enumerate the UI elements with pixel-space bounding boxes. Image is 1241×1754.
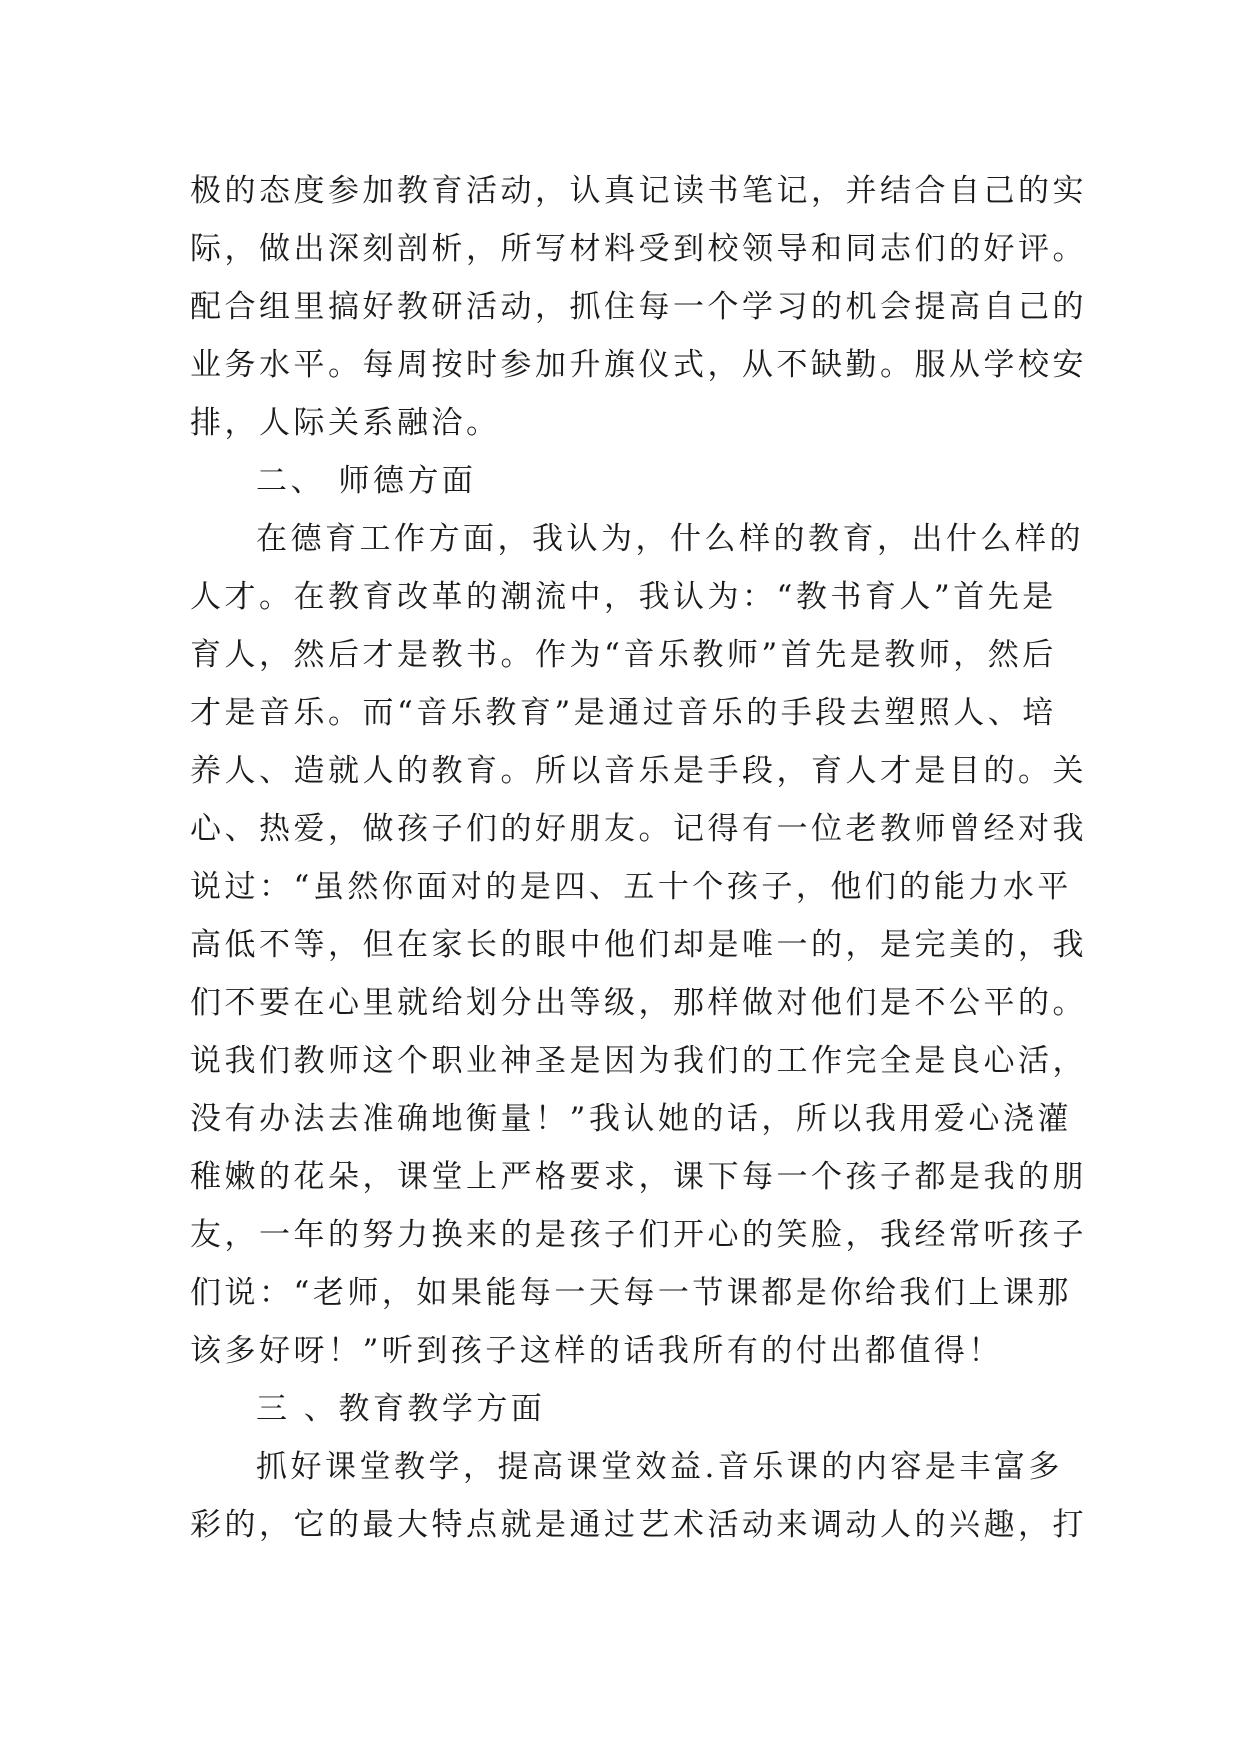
section-heading-teaching: 三 、教育教学方面 xyxy=(256,1391,546,1427)
body-text-line: 排，人际关系融洽。 xyxy=(190,405,501,441)
body-text-line: 们说：“老师，如果能每一天每一节课都是你给我们上课那 xyxy=(190,1275,1072,1311)
body-text-line: 说过：“虽然你面对的是四、五十个孩子，他们的能力水平 xyxy=(190,869,1072,905)
body-text-line: 高低不等，但在家长的眼中他们却是唯一的，是完美的，我 xyxy=(190,927,1087,963)
body-text-line: 该多好呀！”听到孩子这样的话我所有的付出都值得！ xyxy=(190,1333,1003,1369)
body-text-line: 说我们教师这个职业神圣是因为我们的工作完全是良心活， xyxy=(190,1043,1087,1079)
body-text-line: 稚嫩的花朵，课堂上严格要求，课下每一个孩子都是我的朋 xyxy=(190,1159,1087,1195)
body-text-line: 友，一年的努力换来的是孩子们开心的笑脸，我经常听孩子 xyxy=(190,1217,1087,1253)
body-text-line: 没有办法去准确地衡量！”我认她的话，所以我用爱心浇灌 xyxy=(190,1101,1072,1137)
paragraph-first-line: 抓好课堂教学，提高课堂效益.音乐课的内容是丰富多 xyxy=(256,1449,1063,1485)
body-text-line: 育人，然后才是教书。作为“音乐教师”首先是教师，然后 xyxy=(190,637,1057,673)
body-text-line: 极的态度参加教育活动，认真记读书笔记，并结合自己的实 xyxy=(190,173,1087,209)
body-text-line: 心、热爱，做孩子们的好朋友。记得有一位老教师曾经对我 xyxy=(190,811,1087,847)
body-text-line: 才是音乐。而“音乐教育”是通过音乐的手段去塑照人、培 xyxy=(190,695,1057,731)
body-text-line: 业务水平。每周按时参加升旗仪式，从不缺勤。服从学校安 xyxy=(190,347,1087,383)
body-text-line: 彩的，它的最大特点就是通过艺术活动来调动人的兴趣，打 xyxy=(190,1507,1087,1543)
body-text-line: 们不要在心里就给划分出等级，那样做对他们是不公平的。 xyxy=(190,985,1087,1021)
body-text-line: 养人、造就人的教育。所以音乐是手段，育人才是目的。关 xyxy=(190,753,1087,789)
section-heading-teacher-ethics: 二、 师德方面 xyxy=(256,463,477,499)
body-text-line: 人才。在教育改革的潮流中，我认为：“教书育人”首先是 xyxy=(190,579,1057,615)
paragraph-first-line: 在德育工作方面，我认为，什么样的教育，出什么样的 xyxy=(256,521,1084,557)
body-text-line: 配合组里搞好教研活动，抓住每一个学习的机会提高自己的 xyxy=(190,289,1087,325)
body-text-line: 际，做出深刻剖析，所写材料受到校领导和同志们的好评。 xyxy=(190,231,1087,267)
